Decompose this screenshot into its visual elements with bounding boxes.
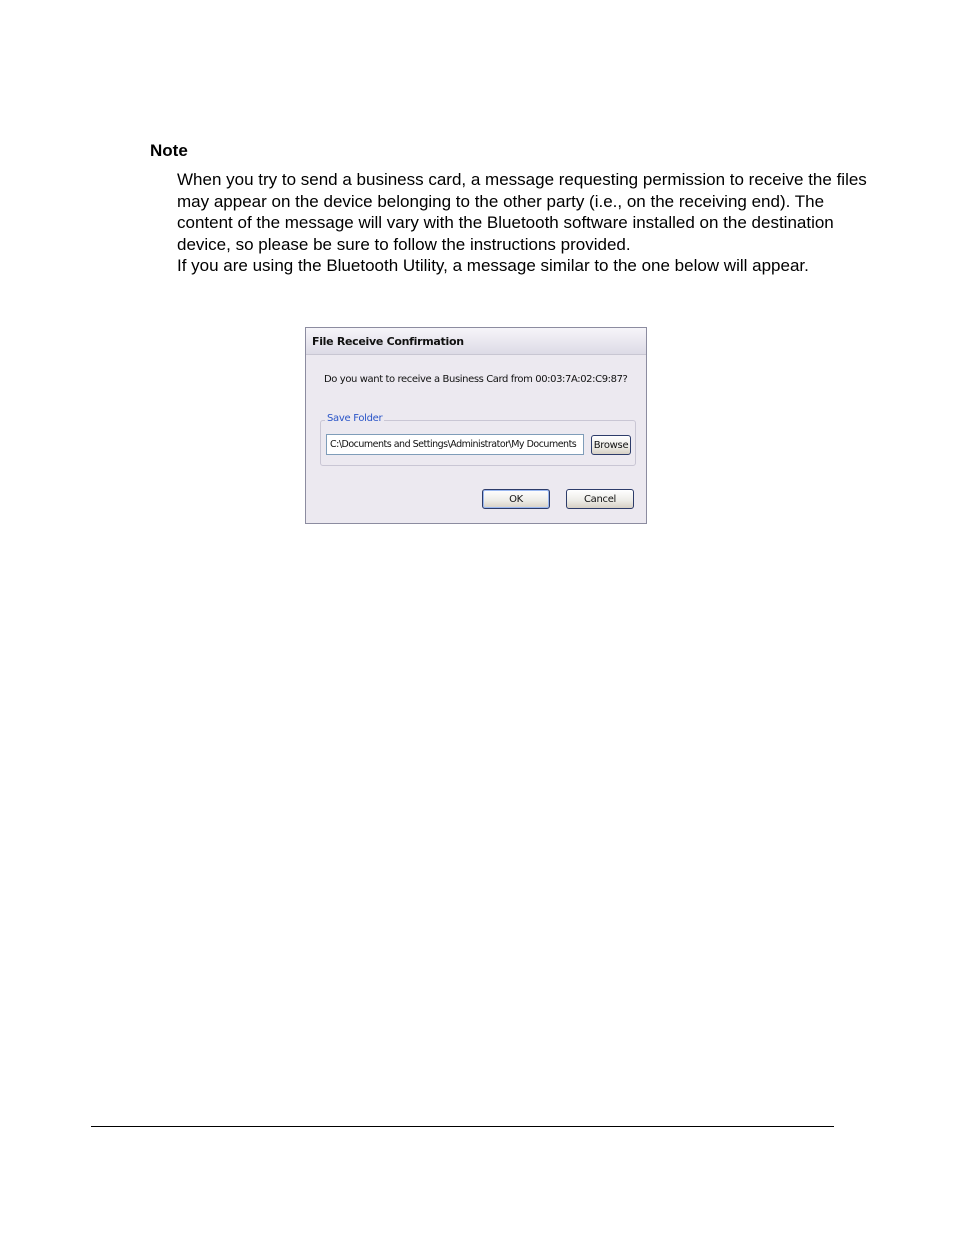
dialog-message: Do you want to receive a Business Card from 00:03:7A:02:C9:87? [324,374,628,385]
note-body [177,169,877,277]
cancel-button[interactable]: Cancel [566,489,634,509]
file-receive-dialog [305,327,647,524]
note-paragraph-permission: When you try to send a business card, a message requesting permission to receive the files may appear on the device belonging to the other party (i.e., on the receiving end). The content of the message will vary with the Bluetooth software installed on the destination device, so please be sure to follow the instructions provided. [177,170,867,254]
ok-button[interactable]: OK [482,489,550,509]
note-heading: Note [150,141,188,160]
dialog-title: File Receive Confirmation [312,335,464,348]
browse-button[interactable]: Browse [591,435,631,455]
note-paragraph-utility: If you are using the Bluetooth Utility, a message similar to the one below will appear. [177,256,809,275]
dialog-titlebar[interactable] [306,328,646,355]
footer-divider [91,1126,834,1127]
save-folder-label: Save Folder [327,413,383,424]
save-folder-path-input[interactable] [326,434,584,455]
